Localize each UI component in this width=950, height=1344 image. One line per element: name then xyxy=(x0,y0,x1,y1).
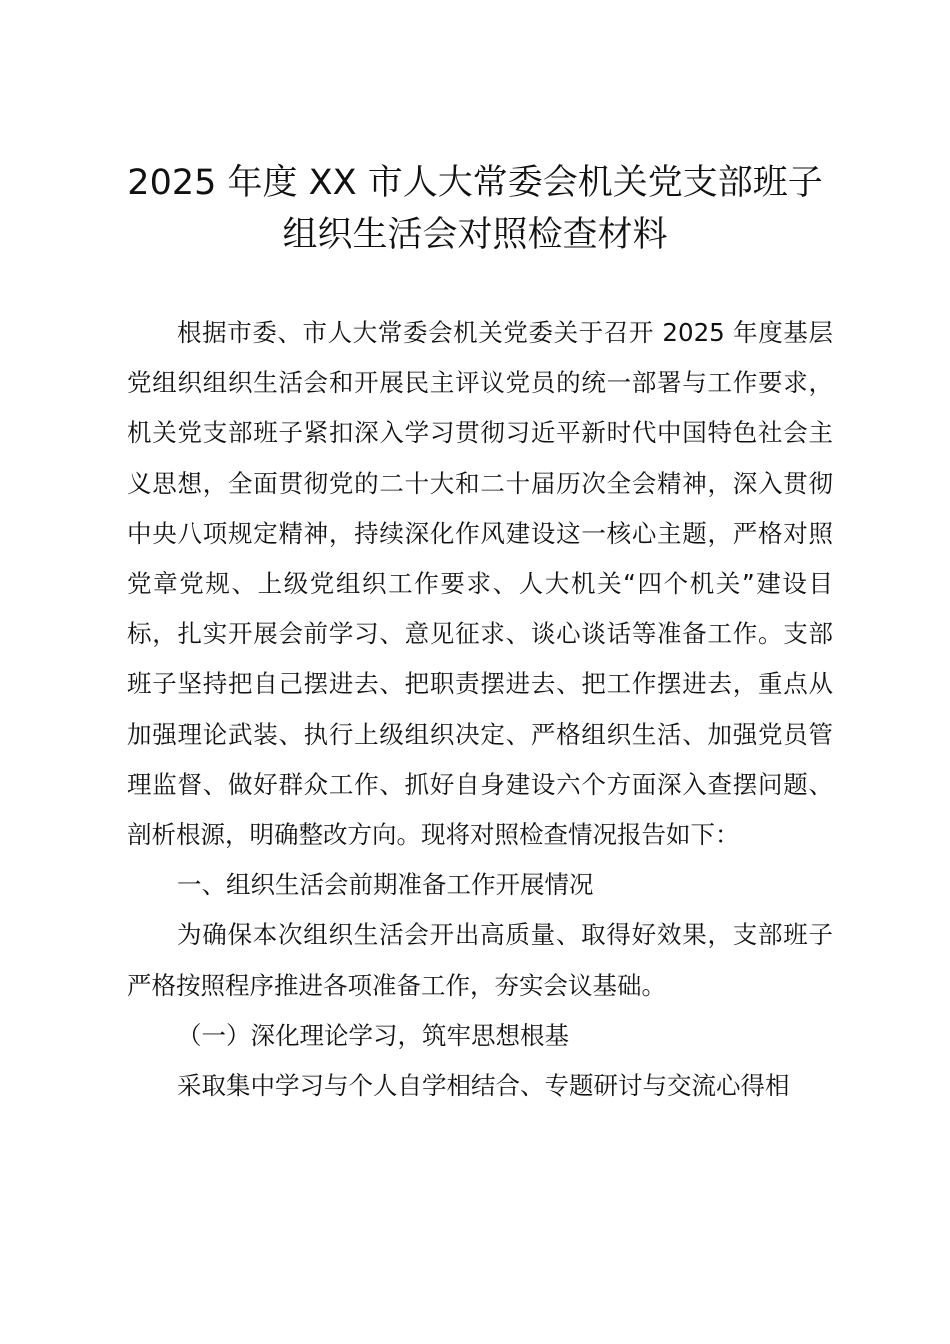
subsection-heading-1: （一）深化理论学习，筑牢思想根基 xyxy=(177,1020,569,1050)
document-title xyxy=(100,157,850,261)
section-1-paragraph: 为确保本次组织生活会开出高质量、取得好效果，支部班子严格按照程序推进各项准备工作，夯实会议基础。 xyxy=(127,920,833,1000)
intro-paragraph: 根据市委、市人大常委会机关党委关于召开 2025 年度基层党组织组织生活会和开展民主评议党员的统一部署与工作要求，机关党支部班子紧扣深入学习贯彻习近平新时代中国特色社会主义思想，全面贯彻党的二十大和二十届历次全会精神，深入贯彻中央八项规定精神，持续深化作风建设这一核心主题，严格对照党章党规、上级党组织工作要求、人大机关“四个机关”建设目标，扎实开展会前学习、意见征求、谈心谈话等准备工作。支部班子坚持把自己摆进去、把职责摆进去、把工作摆进去，重点从加强理论武装、执行上级组织决定、严格组织生活、加强党员管理监督、做好群众工作、抓好自身建设六个方面深入查摆问题、剖析根源，明确整改方向。现将对照检查情况报告如下： xyxy=(127,318,833,850)
title-line-2: 组织生活会对照检查材料 xyxy=(282,215,668,255)
subsection-1-paragraph: 采取集中学习与个人自学相结合、专题研讨与交流心得相 xyxy=(177,1071,790,1101)
document-body xyxy=(127,308,833,1111)
title-line-1: 2025 年度 XX 市人大常委会机关党支部班子 xyxy=(127,163,823,203)
section-heading-1: 一、组织生活会前期准备工作开展情况 xyxy=(177,870,594,900)
